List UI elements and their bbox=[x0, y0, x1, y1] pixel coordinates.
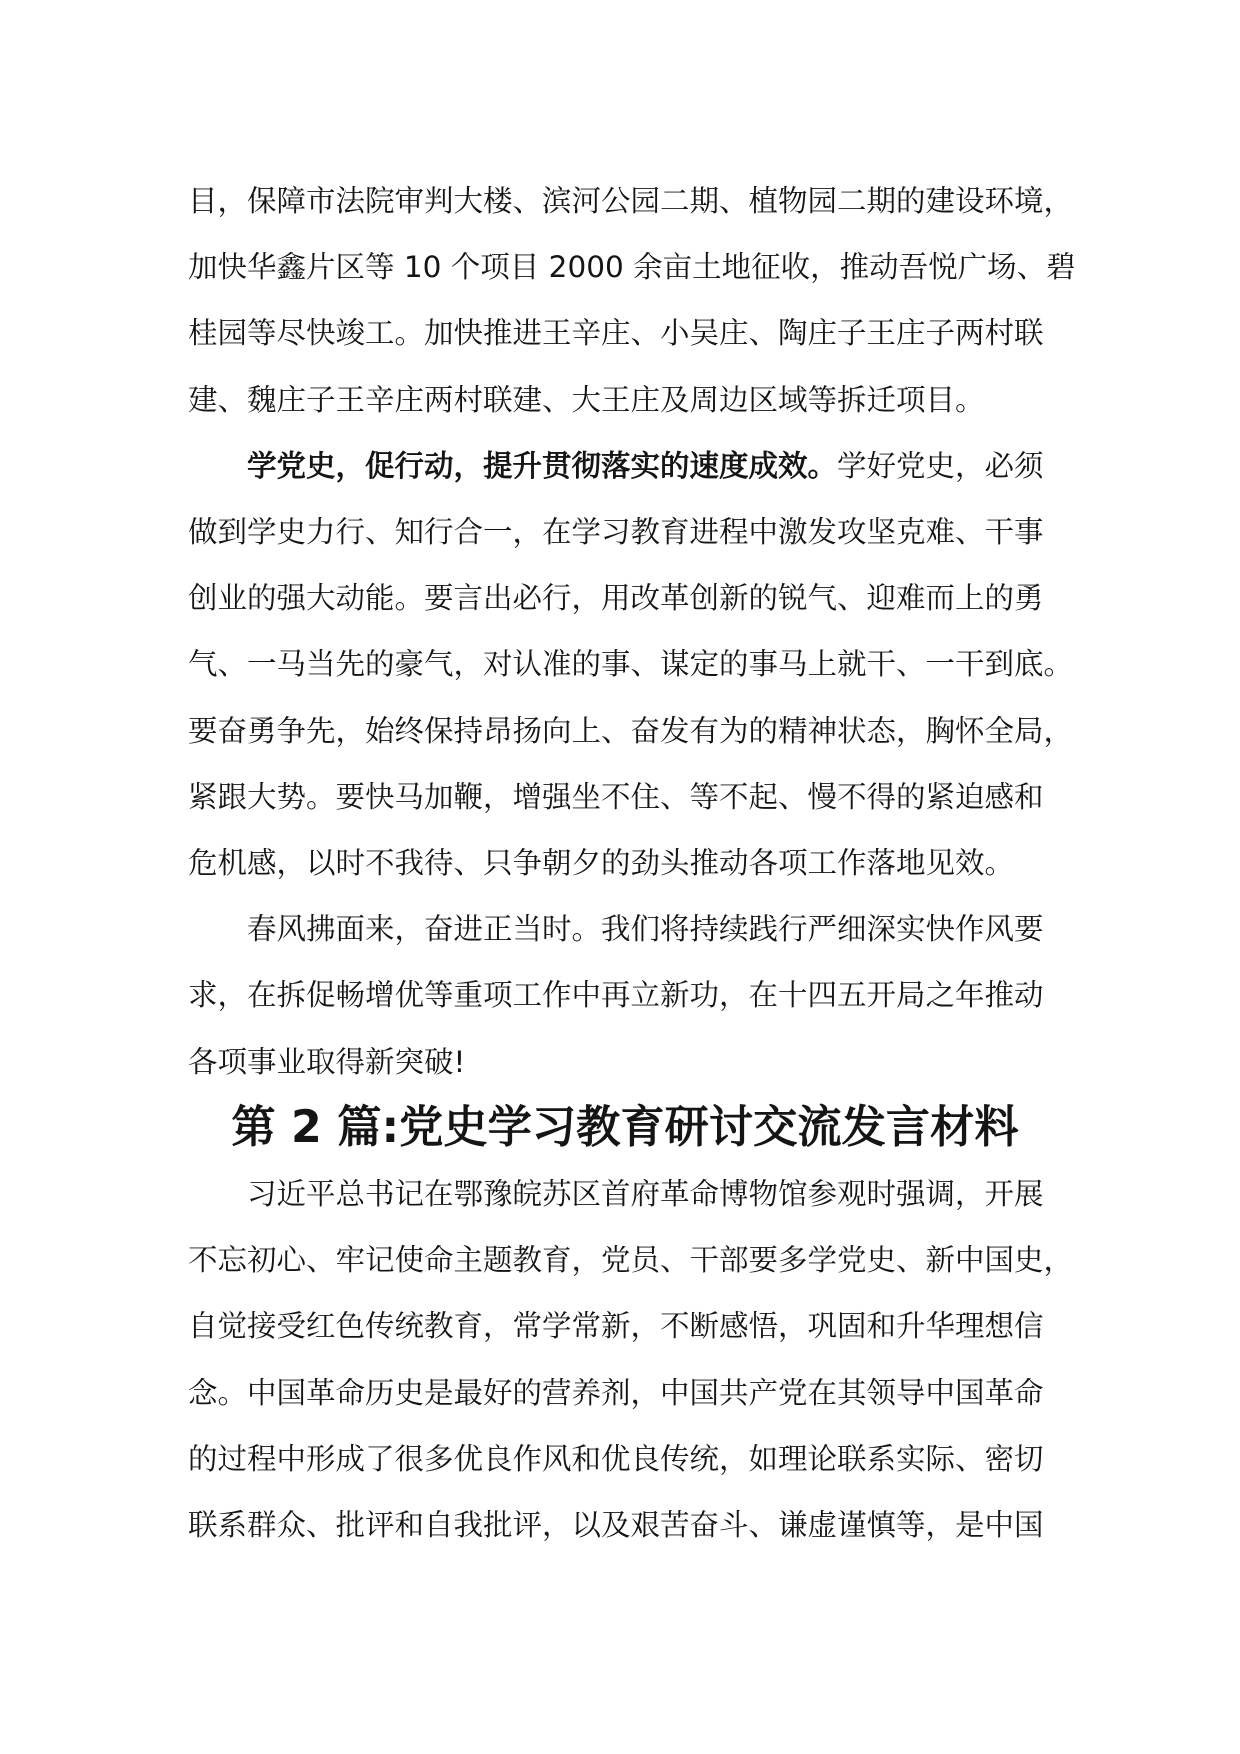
text-line: 各项事业取得新突破! bbox=[188, 1044, 466, 1079]
text-line: 不忘初心、牢记使命主题教育，党员、干部要多学党史、新中国史， bbox=[188, 1243, 1074, 1278]
text-line: 目，保障市法院审判大楼、滨河公园二期、植物园二期的建设环境， bbox=[188, 184, 1074, 218]
text-line: 危机感，以时不我待、只争朝夕的劲头推动各项工作落地见效。 bbox=[188, 846, 1015, 881]
text-line: 要奋勇争先，始终保持昂扬向上、奋发有为的精神状态，胸怀全局， bbox=[188, 713, 1074, 748]
text-line: 加快华鑫片区等 10 个项目 2000 余亩土地征收，推动吾悦广场、碧 bbox=[188, 250, 1076, 285]
paragraph-lead-rest: 学好党史，必须 bbox=[837, 448, 1044, 483]
text-line bbox=[188, 433, 1062, 499]
paragraph-lead-bold: 学党史，促行动，提升贯彻落实的速度成效。 bbox=[247, 448, 838, 483]
text-line: 念。中国革命历史是最好的营养剂，中国共产党在其领导中国革命 bbox=[188, 1375, 1044, 1410]
section-heading: 第 2 篇:党史学习教育研讨交流发言材料 bbox=[231, 1101, 1019, 1153]
text-line: 的过程中形成了很多优良作风和优良传统，如理论联系实际、密切 bbox=[188, 1441, 1044, 1476]
text-line: 自觉接受红色传统教育，常学常新，不断感悟，巩固和升华理想信 bbox=[188, 1309, 1044, 1344]
text-line: 创业的强大动能。要言出必行，用改革创新的锐气、迎难而上的勇 bbox=[188, 581, 1044, 616]
text-line: 习近平总书记在鄂豫皖苏区首府革命博物馆参观时强调，开展 bbox=[247, 1177, 1044, 1212]
text-line: 做到学史力行、知行合一，在学习教育进程中激发攻坚克难、干事 bbox=[188, 515, 1044, 550]
text-line: 求，在拆促畅增优等重项工作中再立新功，在十四五开局之年推动 bbox=[188, 978, 1044, 1013]
text-line: 联系群众、批评和自我批评，以及艰苦奋斗、谦虚谨慎等，是中国 bbox=[188, 1508, 1044, 1543]
closing-paragraph bbox=[188, 896, 1062, 1095]
continuation-paragraph bbox=[188, 168, 1076, 433]
document-page bbox=[188, 168, 1076, 1558]
text-line: 建、魏庄子王辛庄两村联建、大王庄及周边区域等拆迁项目。 bbox=[188, 382, 985, 417]
text-line: 春风拂面来，奋进正当时。我们将持续践行严细深实快作风要 bbox=[247, 912, 1044, 947]
section-paragraph bbox=[188, 1161, 1074, 1558]
action-paragraph bbox=[188, 433, 1074, 896]
text-line: 桂园等尽快竣工。加快推进王辛庄、小吴庄、陶庄子王庄子两村联 bbox=[188, 316, 1044, 351]
text-line: 气、一马当先的豪气，对认准的事、谋定的事马上就干、一干到底。 bbox=[188, 647, 1074, 682]
text-line: 紧跟大势。要快马加鞭，增强坐不住、等不起、慢不得的紧迫感和 bbox=[188, 779, 1044, 814]
